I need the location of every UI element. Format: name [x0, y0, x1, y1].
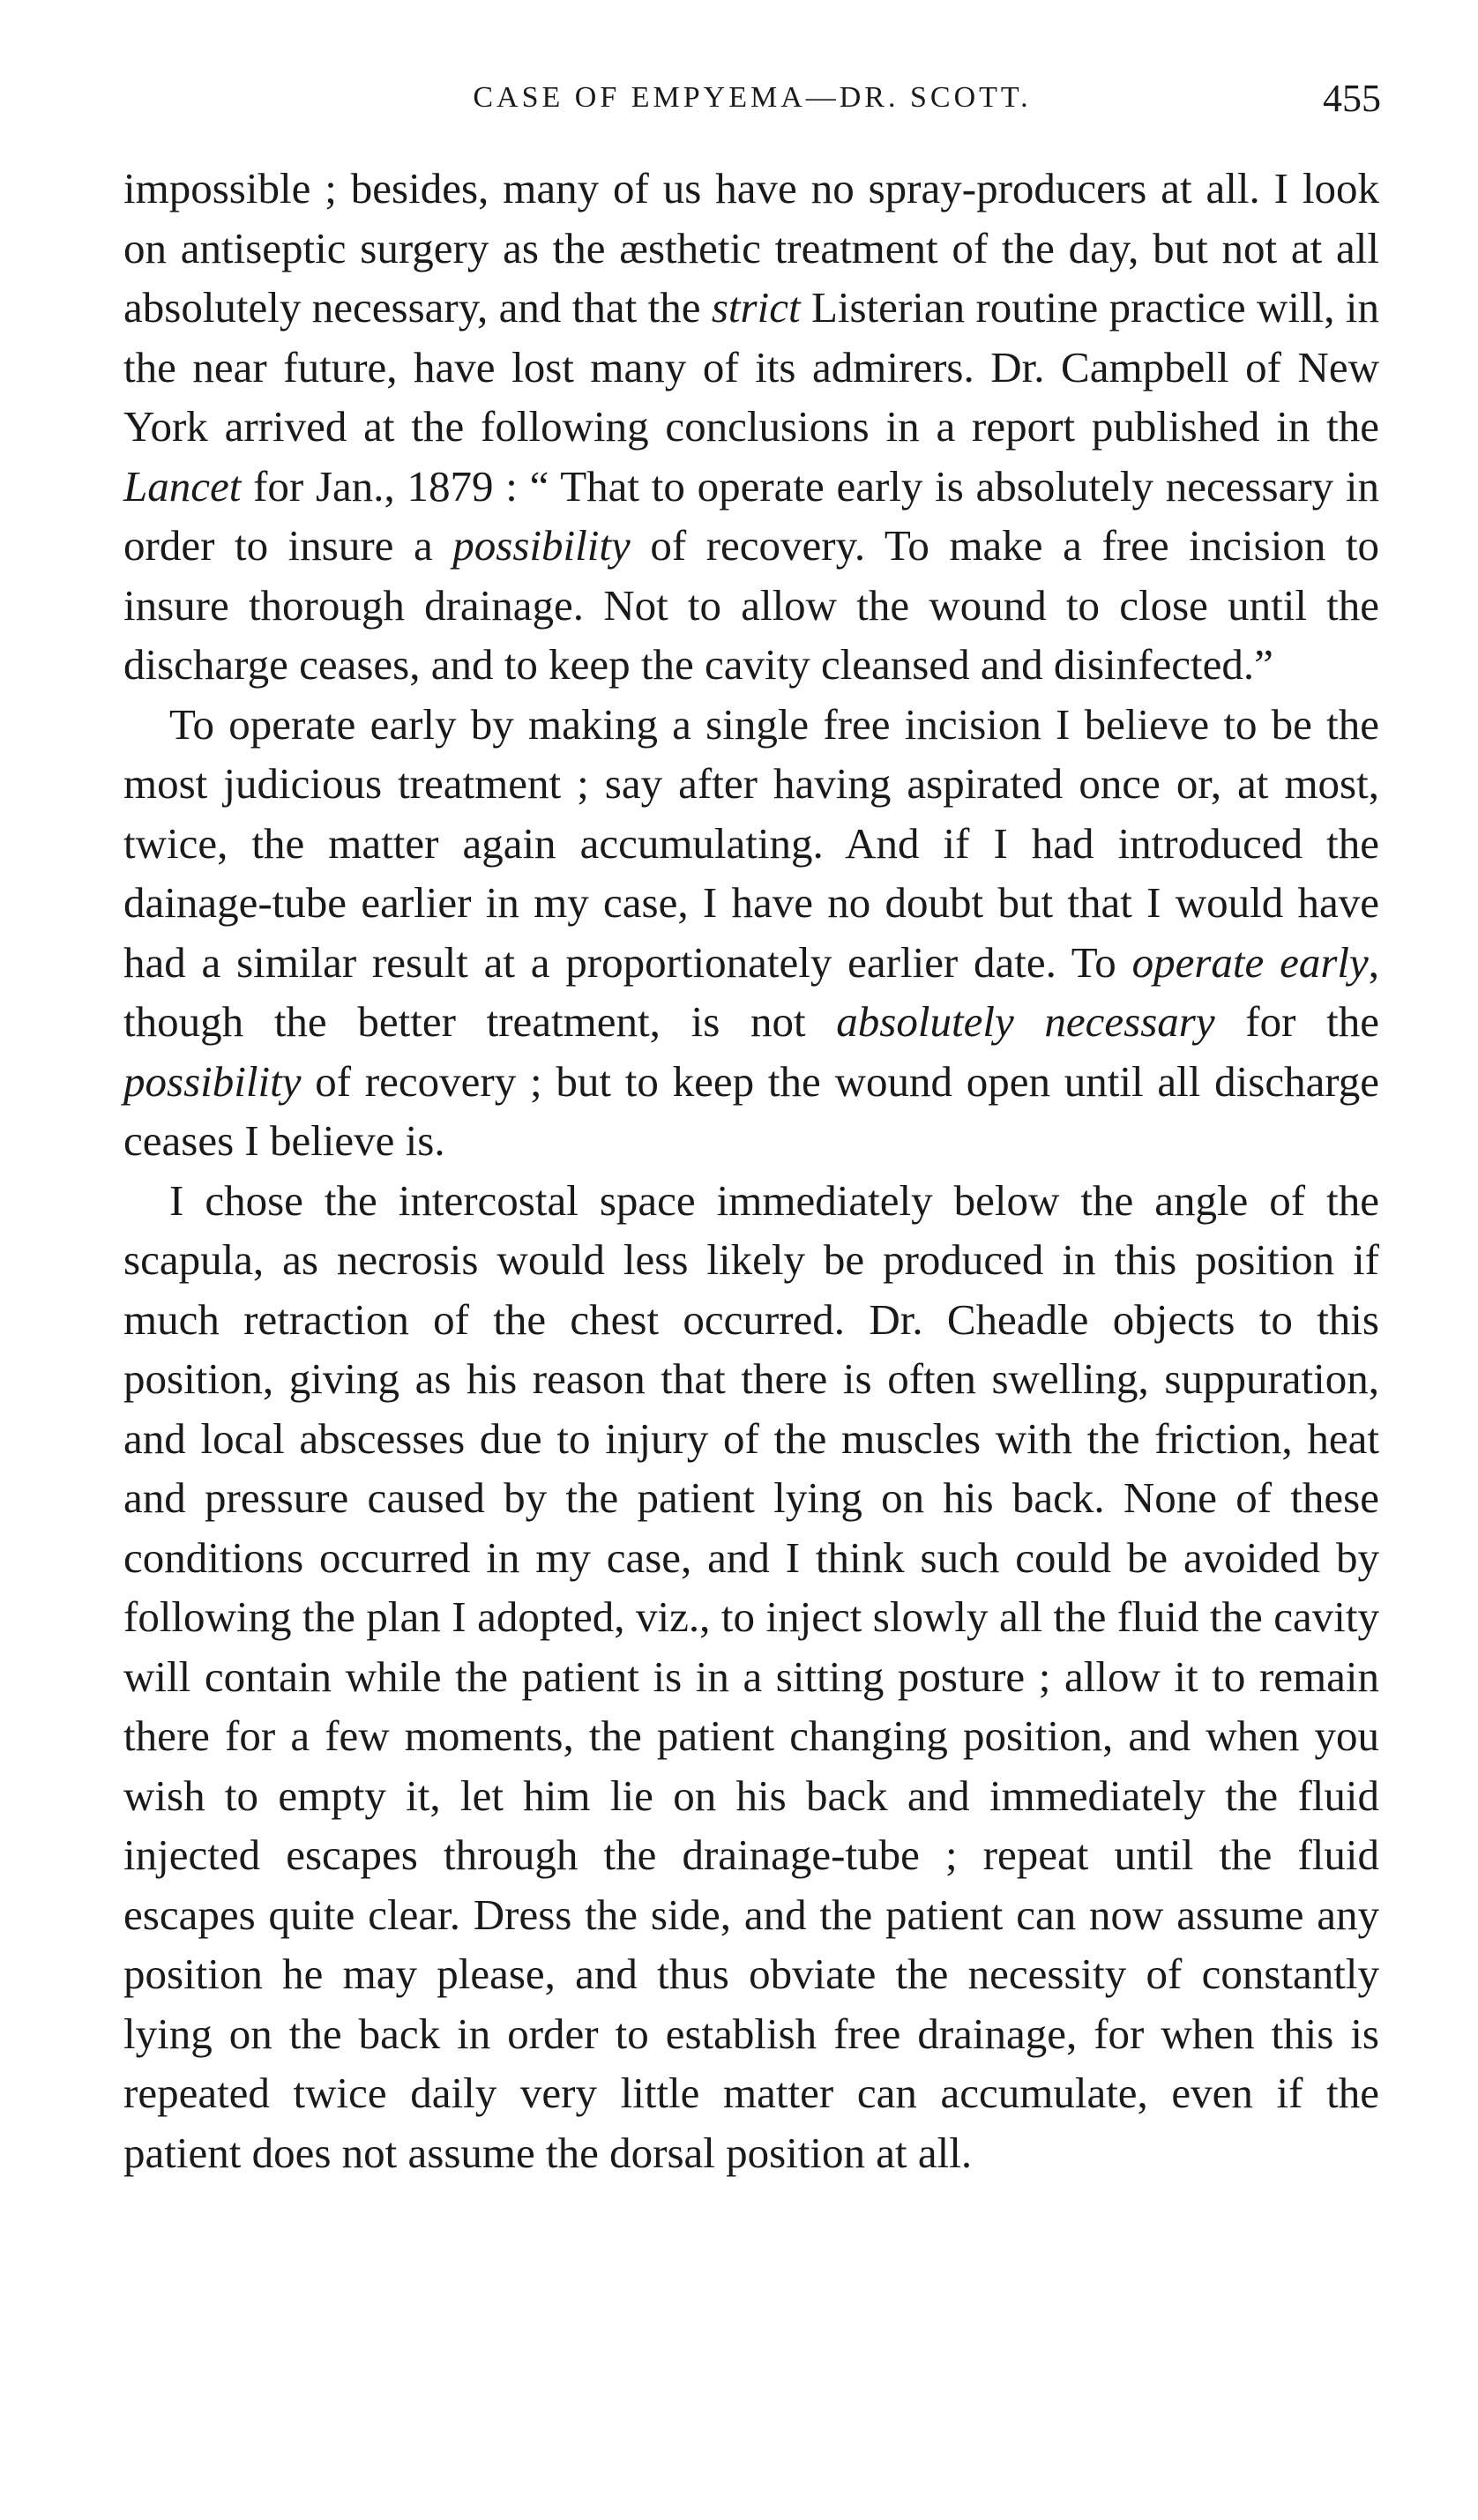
- text-run: for Jan., 1879 : “ That to operate early is absolutely necessary in order to insure a: [123, 461, 1379, 570]
- paragraph-3: [123, 1171, 1379, 2183]
- italic-text: Lancet: [123, 461, 242, 511]
- body-text: [123, 159, 1379, 2182]
- italic-text: operate early: [1131, 937, 1369, 987]
- page-number: 455: [1323, 77, 1381, 120]
- page-header: [123, 77, 1381, 134]
- running-head: CASE OF EMPYEMA—DR. SCOTT.: [473, 81, 1032, 114]
- text-run: impossible ; besides, many of us have no spray-producers at all. I look on antiseptic surgery as the æsthetic treatment of the day, but not at all absolutely necessary, and that the: [123, 164, 1379, 332]
- text-run: for the: [1214, 997, 1379, 1046]
- italic-text: possibility: [452, 521, 631, 570]
- text-run: I chose the intercostal space immediately below the angle of the scapula, as necrosis would less likely be produced in this position if much retraction of the chest occurred. Dr. Cheadle objects to this position, giving as his reason that there is often swelling, suppuration, and local abscesses due to injury of the muscles with the friction, heat and pressure caused by the patient lying on his back. None of these conditions occurred in my case, and I think such could be avoided by following the plan I adopted, viz., to inject slowly all the fluid the cavity will contain while the patient is in a sitting posture ; allow it to remain there for a few moments, the patient changing position, and when you wish to empty it, let him lie on his back and immediately the fluid injected escapes through the drainage-tube ; repeat until the fluid escapes quite clear. Dress the side, and the patient can now assume any position he may please, and thus obviate the necessity of constantly lying on the back in order to establish free drainage, for when this is repeated twice daily very little matter can accumulate, even if the patient does not assume the dorsal position at all.: [123, 1175, 1379, 2177]
- italic-text: strict: [711, 283, 801, 332]
- text-run: To operate early by making a single free incision I believe to be the most judicious treatment ; say after having aspirated once or, at most, twice, the matter again accumulating. And if I had introduced the dainage-tube earlier in my case, I have no doubt but that I would have had a similar result at a proportionately earlier date. To: [123, 699, 1379, 987]
- italic-text: absolutely necessary: [836, 997, 1215, 1046]
- paragraph-1: [123, 159, 1379, 695]
- paragraph-2: [123, 695, 1379, 1171]
- text-run: Listerian routine practice will, in the near future, have lost many of its admirers. Dr. Campbell of New York arrived at the following conclusions in a report published in the: [123, 283, 1379, 451]
- text-run: of recovery ; but to keep the wound open until all discharge ceases I believe is.: [123, 1056, 1379, 1165]
- text-run: of recovery. To make a free incision to insure thorough drainage. Not to allow the wound to close until the discharge ceases, and to keep the cavity cleansed and disinfected.”: [123, 521, 1380, 689]
- text-run: , though the better treatment, is not: [123, 937, 1380, 1046]
- italic-text: possibility: [123, 1056, 302, 1106]
